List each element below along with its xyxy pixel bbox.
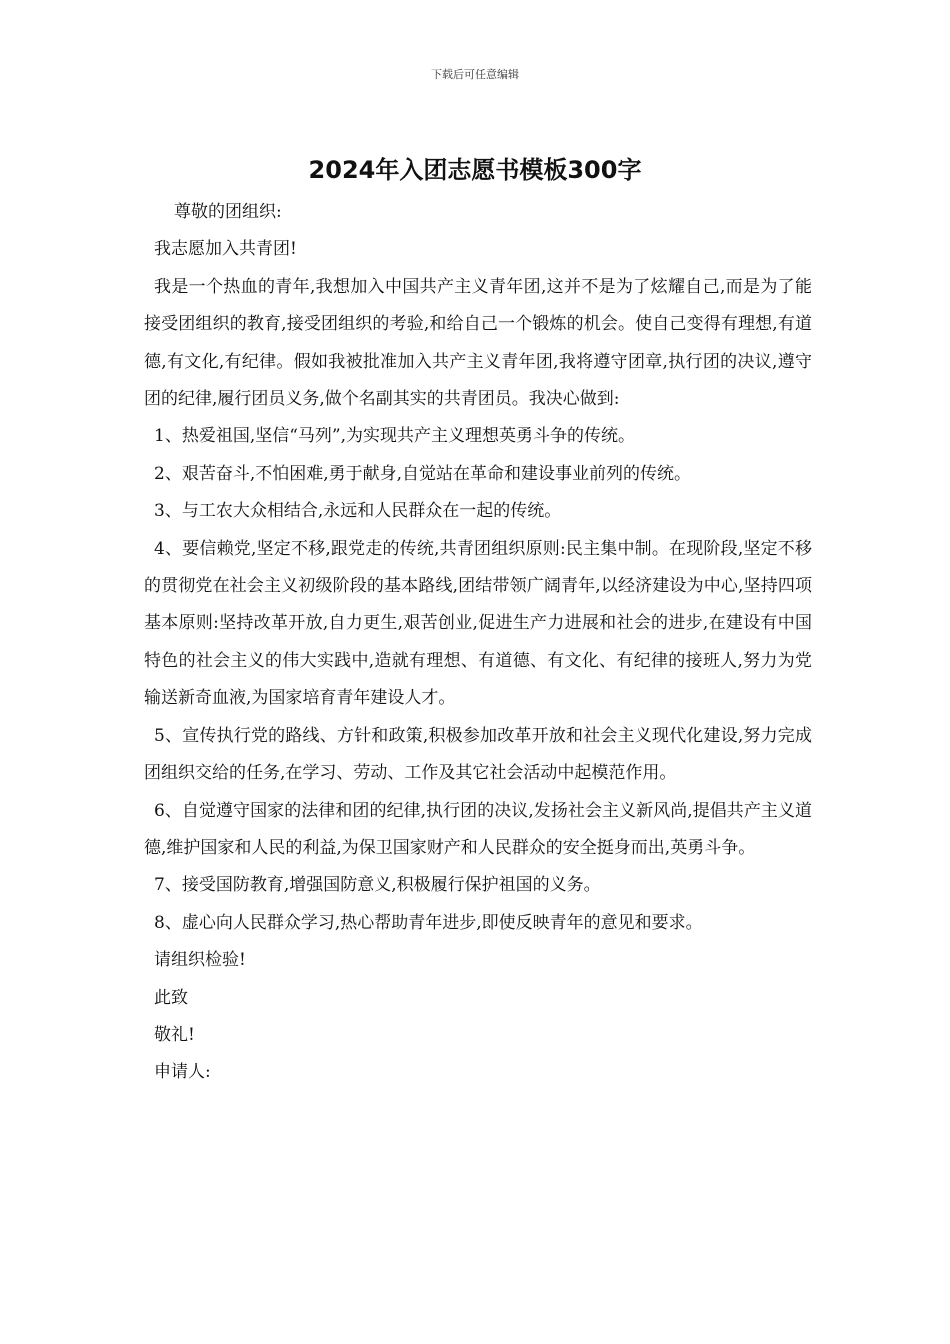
closing-line: 此致: [154, 987, 188, 1008]
signature-line: 申请人:: [154, 1062, 211, 1083]
document-title: 2024年入团志愿书模板300字: [308, 156, 642, 184]
closing-line: 敬礼!: [154, 1024, 195, 1045]
body-paragraph: 我是一个热血的青年,我想加入中国共产主义青年团,这并不是为了炫耀自己,而是为了能接受团组织的教育,接受团组织的考验,和给自己一个锻炼的机会。使自己变得有理想,有道德,有文化,有纪律。假如我被批准加入共产主义青年团,我将遵守团章,执行团的决议,遵守团的纪律,履行团员义务,做个名副其实的共青团员。我决心做到:: [144, 276, 812, 410]
header-note: 下载后可任意编辑: [431, 68, 519, 81]
greeting-paragraph: 尊敬的团组织:: [174, 202, 282, 222]
list-item: 2、艰苦奋斗,不怕困难,勇于献身,自觉站在革命和建设事业前列的传统。: [154, 463, 692, 484]
list-item: 1、热爱祖国,坚信“马列”,为实现共产主义理想英勇斗争的传统。: [154, 426, 636, 447]
closing-line: 请组织检验!: [154, 950, 246, 971]
document-body: [144, 194, 812, 1092]
body-paragraph: 我志愿加入共青团!: [154, 239, 297, 260]
list-item: 3、与工农大众相结合,永远和人民群众在一起的传统。: [154, 501, 562, 522]
list-item: 5、宣传执行党的路线、方针和政策,积极参加改革开放和社会主义现代化建设,努力完成团组织交给的任务,在学习、劳动、工作及其它社会活动中起模范作用。: [144, 725, 812, 784]
list-item: 4、要信赖党,坚定不移,跟党走的传统,共青团组织原则:民主集中制。在现阶段,坚定不移的贯彻党在社会主义初级阶段的基本路线,团结带领广阔青年,以经济建设为中心,坚持四项基本原则:坚持改革开放,自力更生,艰苦创业,促进生产力进展和社会的进步,在建设有中国特色的社会主义的伟大实践中,造就有理想、有道德、有文化、有纪律的接班人,努力为党输送新奇血液,为国家培育青年建设人才。: [144, 538, 812, 709]
list-item: 7、接受国防教育,增强国防意义,积极履行保护祖国的义务。: [154, 875, 601, 896]
list-item: 8、虚心向人民群众学习,热心帮助青年进步,即使反映青年的意见和要求。: [154, 912, 703, 933]
list-item: 6、自觉遵守国家的法律和团的纪律,执行团的决议,发扬社会主义新风尚,提倡共产主义道德,维护国家和人民的利益,为保卫国家财产和人民群众的安全挺身而出,英勇斗争。: [144, 800, 812, 858]
